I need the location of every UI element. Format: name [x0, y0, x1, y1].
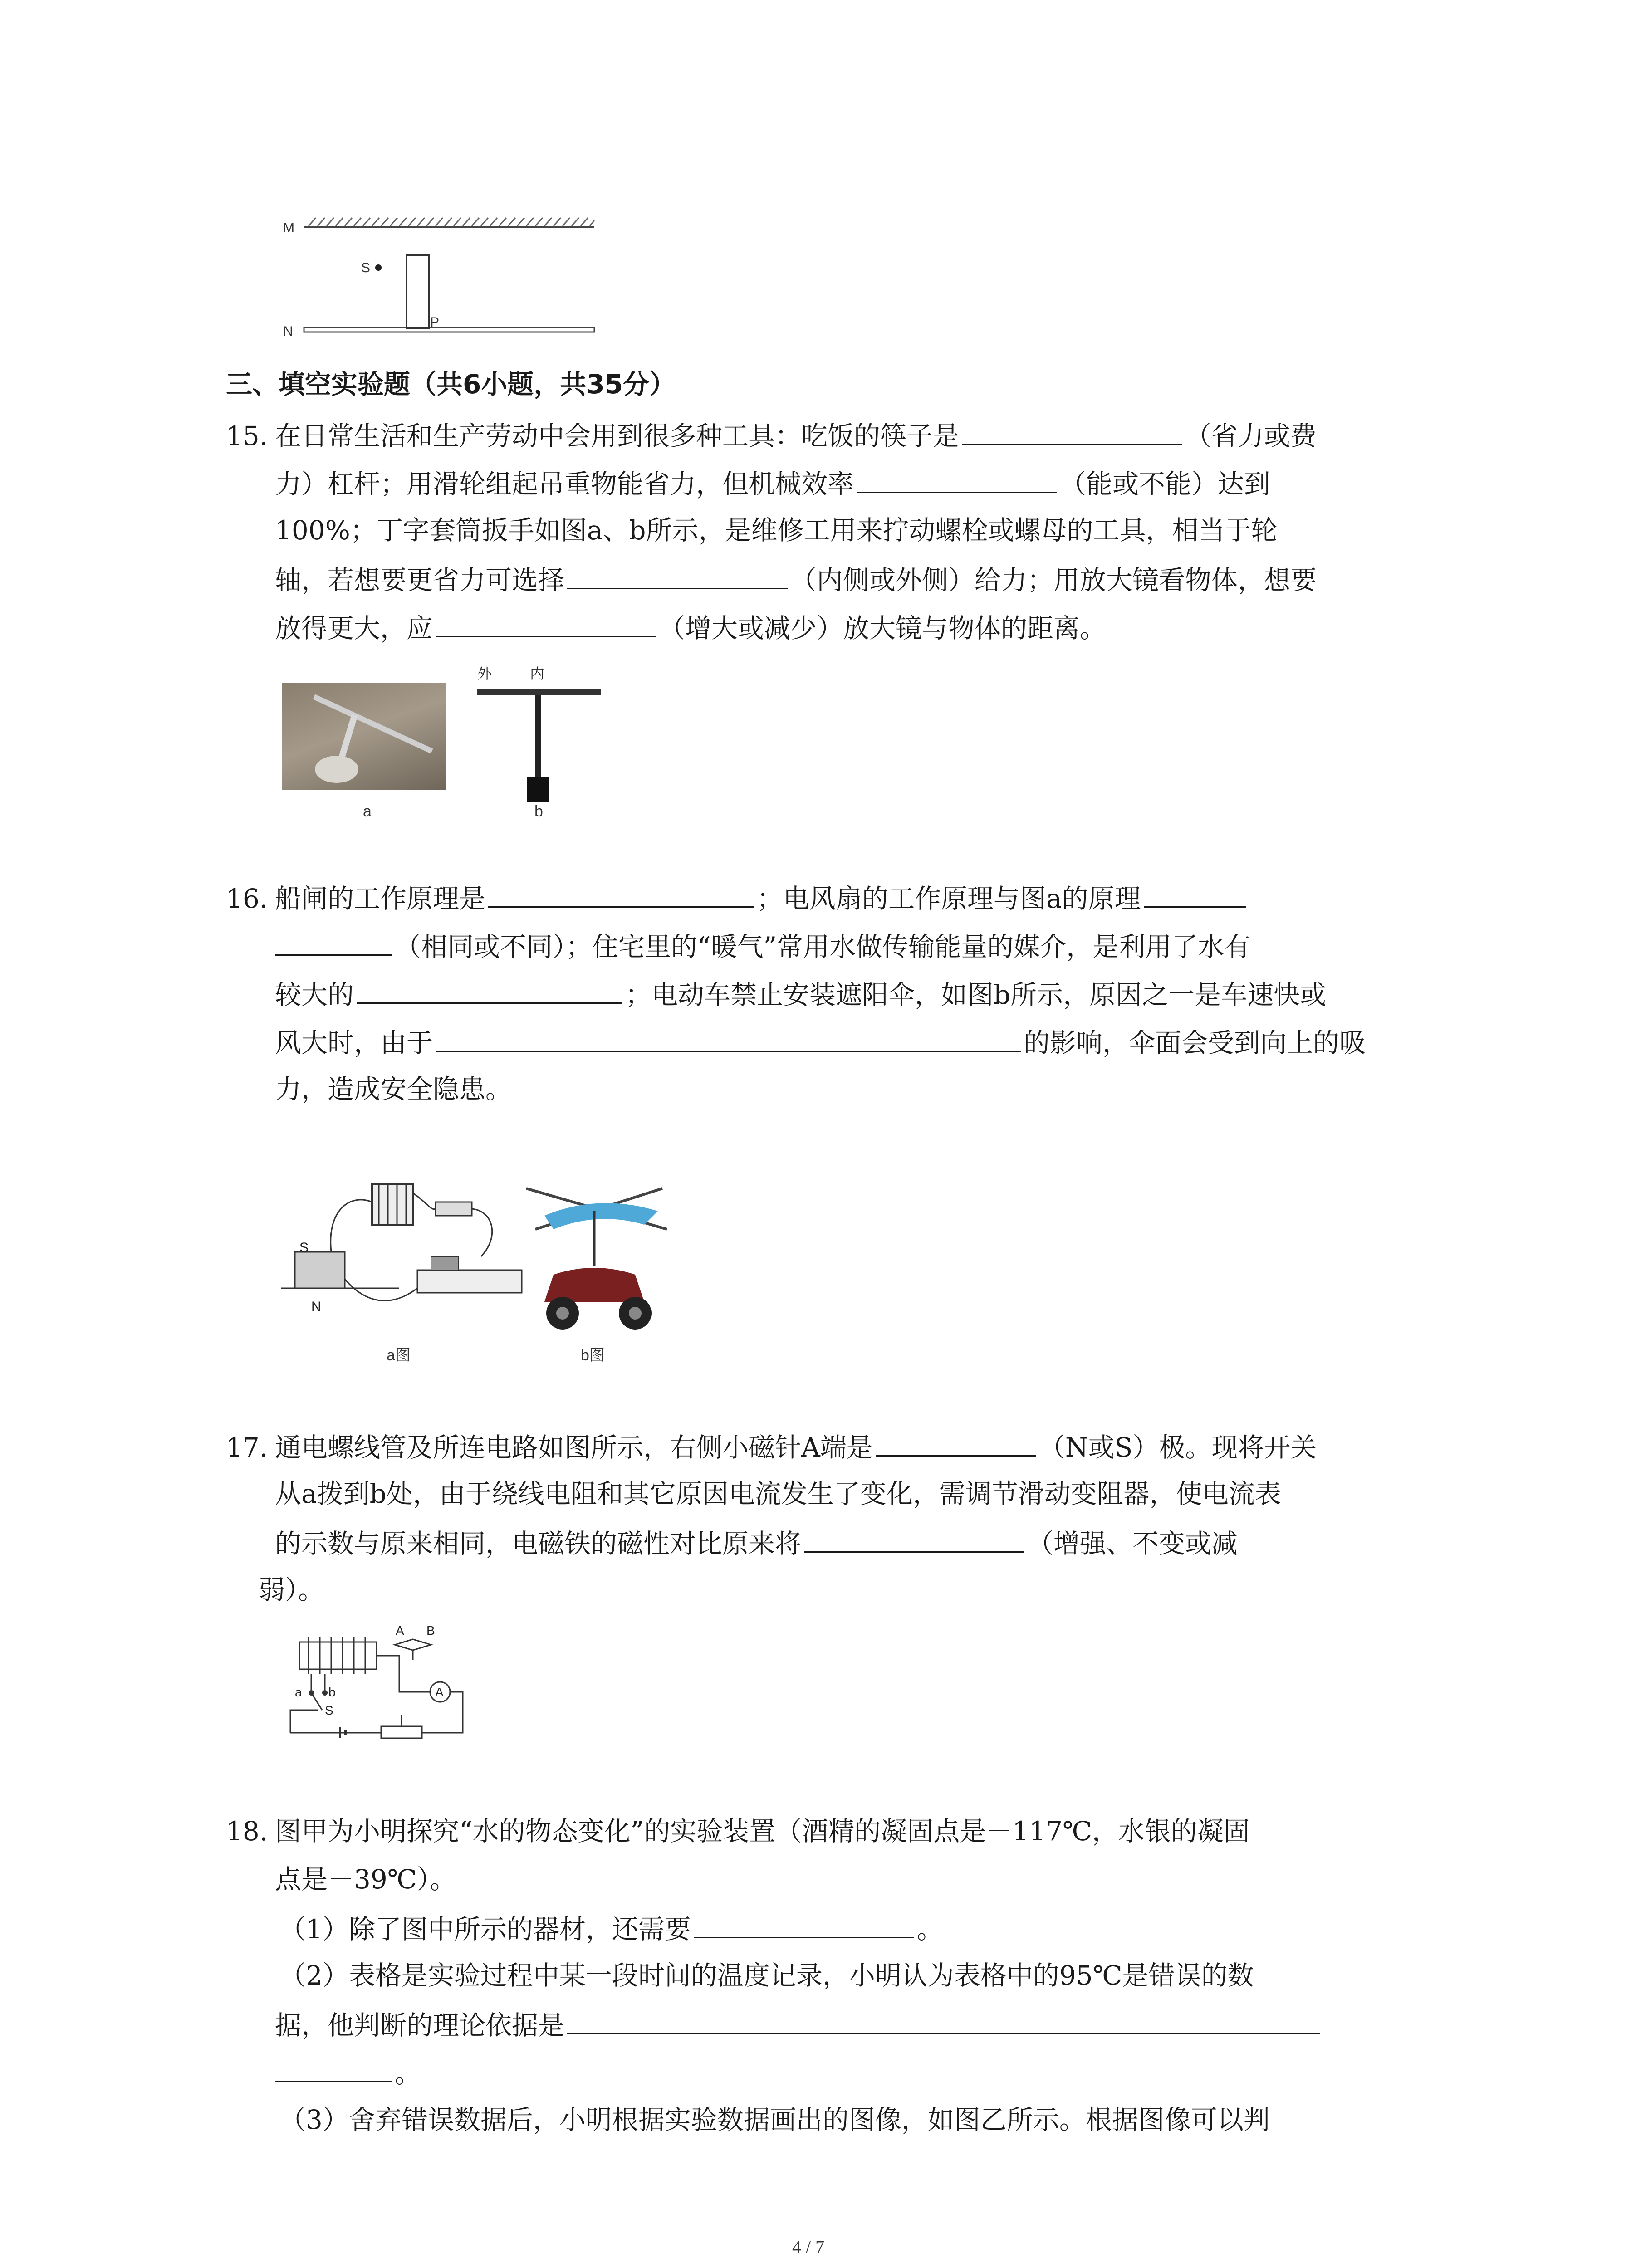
question-18 [226, 1814, 1451, 2150]
q16-line-2 [275, 928, 1250, 963]
answer-blank[interactable] [357, 976, 622, 1004]
answer-blank[interactable] [1144, 880, 1246, 908]
q18-part-1 [279, 1911, 943, 1946]
q16-caption-a: a图 [387, 1347, 411, 1364]
q15-text: 轴，若想要更省力可选择 [275, 565, 565, 596]
ebike-umbrella-photo [526, 1184, 671, 1334]
question-15 [226, 417, 1451, 671]
obstacle-p [407, 255, 429, 328]
question-number: 18. [226, 1816, 268, 1847]
q15-text: （增大或减少）放大镜与物体的距离。 [659, 613, 1107, 644]
answer-blank[interactable] [962, 417, 1182, 445]
q15-figure-b [472, 663, 608, 804]
answer-blank[interactable] [275, 2055, 392, 2082]
q15-text: 放得更大，应 [275, 613, 433, 644]
label-n: N [283, 324, 293, 339]
answer-blank[interactable] [567, 562, 788, 589]
magnet-label-s: S [299, 1240, 309, 1255]
q17-text: 的示数与原来相同，电磁铁的磁性对比原来将 [275, 1528, 802, 1559]
answer-blank[interactable] [804, 1525, 1024, 1553]
q16-line-3 [275, 976, 1326, 1012]
q16-text: 的影响，伞面会受到向上的吸 [1024, 1027, 1366, 1058]
q17-line-1 [226, 1429, 1317, 1464]
switch-label-s: S [325, 1703, 333, 1717]
q16-text: （相同或不同）；住宅里的“暖气”常用水做传输能量的媒介，是利用了水有 [395, 931, 1251, 962]
q16-text: 力，造成安全隐患。 [275, 1074, 512, 1105]
q17-text: （N或S）极。现将开关 [1038, 1432, 1317, 1463]
q16-text: 风大时，由于 [275, 1027, 433, 1058]
q15-line-1 [226, 417, 1317, 453]
q18-part-2-end [275, 2055, 421, 2090]
q17-text: 通电螺线管及所连电路如图所示，右侧小磁针A端是 [275, 1432, 873, 1463]
q18-part-2 [279, 1959, 1254, 1992]
compass-needle [395, 1639, 431, 1650]
t-wrench-diagram [472, 663, 608, 804]
question-number: 16. [226, 883, 268, 914]
q18-line-1 [226, 1814, 1250, 1848]
q15-text: （内侧或外侧）给力；用放大镜看物体，想要 [790, 565, 1317, 596]
rheostat [381, 1726, 422, 1738]
point-s [375, 264, 382, 271]
label-p: P [430, 315, 440, 330]
switch-label-b: b [328, 1685, 336, 1699]
answer-blank[interactable] [488, 880, 754, 908]
q15-caption-b: b [534, 803, 543, 820]
q18-text: （2）表格是实验过程中某一段时间的温度记录，小明认为表格中的95℃是错误的数 [279, 1960, 1254, 1991]
solenoid-circuit-diagram [281, 1624, 472, 1742]
q16-line-5 [275, 1072, 512, 1106]
label-s: S [361, 260, 371, 275]
q16-line-4 [275, 1024, 1366, 1060]
question-number: 15. [226, 420, 268, 451]
q16-text: ；电动车禁止安装遮阳伞，如图b所示，原因之一是车速快或 [625, 979, 1327, 1010]
q17-line-4 [259, 1573, 324, 1607]
wrench-photo-icon [282, 683, 446, 790]
answer-blank[interactable] [876, 1429, 1036, 1457]
q18-text: （3）舍弃错误数据后，小明根据实验数据画出的图像，如图乙所示。根据图像可以判 [279, 2104, 1270, 2135]
switch-s [311, 1693, 322, 1710]
q15-text: 在日常生活和生产劳动中会用到很多种工具：吃饭的筷子是 [275, 420, 960, 451]
q17-line-2 [275, 1477, 1281, 1510]
answer-blank[interactable] [857, 465, 1057, 493]
needle-label-b: B [426, 1624, 435, 1637]
q15-text: （能或不能）达到 [1060, 469, 1271, 499]
q17-figure [281, 1624, 472, 1742]
page-number: 4 / 7 [792, 2237, 825, 2257]
q15-line-4 [275, 562, 1317, 597]
q15-line-2 [275, 465, 1270, 501]
section-title: 三、填空实验题（共6小题，共35分） [226, 369, 676, 400]
q16-figure-b [526, 1184, 671, 1334]
answer-blank[interactable] [275, 928, 392, 956]
q18-text: （1）除了图中所示的器材，还需要 [279, 1914, 691, 1945]
label-inner: 内 [530, 665, 545, 682]
motor-circuit-diagram [281, 1175, 526, 1320]
q16-figure-a [281, 1175, 526, 1320]
answer-blank[interactable] [694, 1911, 914, 1938]
q18-text: 点是－39℃）。 [275, 1864, 456, 1895]
q15-line-3 [275, 513, 1278, 547]
needle-label-a: A [396, 1624, 404, 1637]
magnet-label-n: N [311, 1299, 321, 1314]
label-m: M [283, 220, 294, 235]
q16-text: 较大的 [275, 979, 354, 1010]
switch-label-a: a [295, 1685, 302, 1699]
q15-text: 力）杠杆；用滑轮组起吊重物能省力，但机械效率 [275, 469, 854, 499]
q18-part-2-cont [275, 2007, 1323, 2042]
ammeter-label: A [435, 1685, 444, 1699]
q17-text: 弱）。 [259, 1574, 325, 1605]
q16-text: ；电风扇的工作原理与图a的原理 [757, 883, 1141, 914]
q18-text: 图甲为小明探究“水的物态变化”的实验装置（酒精的凝固点是－117℃，水银的凝固 [275, 1816, 1250, 1847]
q17-line-3 [275, 1525, 1238, 1560]
question-16 [226, 880, 1451, 1116]
q18-text: 据，他判断的理论依据是 [275, 2010, 565, 2041]
q18-text: 。 [395, 2058, 421, 2089]
q18-line-2 [275, 1862, 456, 1896]
label-outer: 外 [477, 665, 492, 682]
q16-text: 船闸的工作原理是 [275, 883, 486, 914]
q15-line-5 [275, 610, 1106, 645]
q15-caption-a: a [363, 803, 372, 820]
q15-photo-a [282, 683, 446, 790]
q15-text: 100%；丁字套筒扳手如图a、b所示，是维修工用来拧动螺栓或螺母的工具，相当于轮 [275, 515, 1278, 546]
question-17 [226, 1429, 1451, 1619]
mirror-figure [277, 213, 603, 345]
q17-text: 从a拨到b处，由于绕线电阻和其它原因电流发生了变化，需调节滑动变阻器，使电流表 [275, 1478, 1281, 1509]
q15-text: （省力或费 [1185, 420, 1317, 451]
answer-blank[interactable] [567, 2007, 1320, 2034]
answer-blank[interactable] [436, 610, 656, 637]
q18-text: 。 [916, 1914, 943, 1945]
q17-text: （增强、不变或减 [1027, 1528, 1238, 1559]
q16-caption-b: b图 [581, 1347, 605, 1364]
q16-line-1 [226, 880, 1249, 915]
answer-blank[interactable] [436, 1024, 1021, 1052]
mirror-diagram [277, 213, 603, 345]
question-number: 17. [226, 1432, 268, 1463]
q18-part-3 [279, 2103, 1270, 2136]
